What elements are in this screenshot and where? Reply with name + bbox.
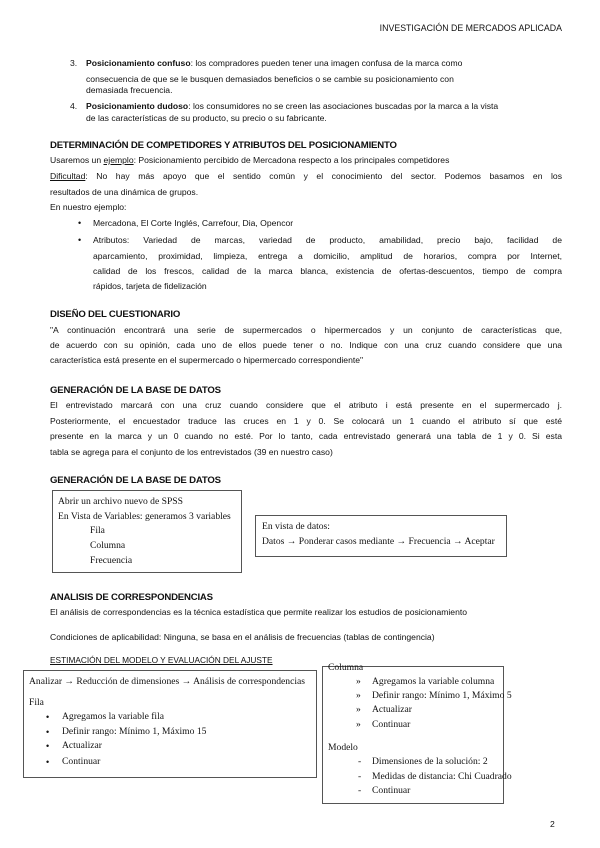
text: Usaremos un <box>50 155 104 165</box>
section-heading: DISEÑO DEL CUESTIONARIO <box>50 309 181 320</box>
text-line <box>50 154 449 166</box>
list-number: 4. <box>70 101 78 111</box>
box-line: Continuar <box>62 756 101 767</box>
box-line: Agregamos la variable fila <box>62 711 165 722</box>
box-line: Agregamos la variable columna <box>372 676 495 687</box>
text-line: de las características de su producto, su precio o su fabricante. <box>86 113 327 123</box>
text-line: resultados de una dinámica de grupos. <box>50 187 199 197</box>
chevron-icon: » <box>356 676 361 687</box>
section-heading: GENERACIÓN DE LA BASE DE DATOS <box>50 475 221 486</box>
box-line: En Vista de Variables: generamos 3 variables <box>58 511 231 522</box>
section-heading: GENERACIÓN DE LA BASE DE DATOS <box>50 385 221 396</box>
box-line: Dimensiones de la solución: 2 <box>372 756 488 767</box>
box-line: Abrir un archivo nuevo de SPSS <box>58 496 183 507</box>
bullet-text: calidad de los frescos, calidad de la marca blanca, existencia de ofertas-descuentos, tiempo de compra <box>93 266 562 276</box>
box-line: Fila <box>90 525 105 536</box>
box-line: Continuar <box>372 719 411 730</box>
bullet-text: Atributos: Variedad de marcas, variedad de producto, amabilidad, precio bajo, facilidad de <box>93 235 562 245</box>
list-number: 3. <box>70 58 78 68</box>
chevron-icon: » <box>356 719 361 730</box>
box-line: Columna <box>90 540 126 551</box>
text-line: demasiada frecuencia. <box>86 85 173 95</box>
box-line: Actualizar <box>372 704 412 715</box>
box-label: Columna <box>328 662 364 673</box>
text-line <box>50 170 562 182</box>
box-line: Datos → Ponderar casos mediante → Frecuencia → Aceptar <box>262 536 495 547</box>
underlined-term: Dificultad <box>50 171 86 181</box>
text: : Posicionamiento percibido de Mercadona respecto a los principales competidores <box>133 155 450 165</box>
dash-icon: - <box>358 785 362 796</box>
section-heading: DETERMINACIÓN DE COMPETIDORES Y ATRIBUTOS DEL POSICIONAMIENTO <box>50 140 397 151</box>
chevron-icon: » <box>356 690 361 701</box>
text-line: de acuerdo con su opinión, cada uno de ellos puede tener o no. Indique con una cruz cuando considere que una <box>50 340 562 350</box>
text-line: En nuestro ejemplo: <box>50 202 127 212</box>
section-heading: ANALISIS DE CORRESPONDENCIAS <box>50 592 213 603</box>
underlined-term: ejemplo <box>103 155 134 165</box>
box-label: Fila <box>29 697 44 708</box>
text-line: presente en la marca y un 0 cuando no esté. Por lo tanto, cada entrevistado generará una tabla de 1 y 0. Si esta <box>50 431 562 441</box>
box-line: Medidas de distancia: Chi Cuadrado <box>372 771 512 782</box>
text: : No hay más apoyo que el sentido común y el conocimiento del sector. Podemos basamos en los <box>85 171 562 181</box>
text-line: tabla se agrega para el conjunto de los entrevistados (39 en nuestro caso) <box>50 447 333 457</box>
dash-icon: - <box>358 771 362 782</box>
bullet-text: Mercadona, El Corte Inglés, Carrefour, Dia, Opencor <box>93 218 294 228</box>
bullet-icon: • <box>46 712 50 722</box>
box-label: Modelo <box>328 742 358 753</box>
bullet-icon: • <box>46 757 50 767</box>
box-line: Actualizar <box>62 740 102 751</box>
term: Posicionamiento dudoso <box>86 101 189 111</box>
list-item-confuso <box>86 57 462 69</box>
term: Posicionamiento confuso <box>86 58 191 68</box>
bullet-text: rápidos, tarjeta de fidelización <box>93 281 207 291</box>
box-line: Frecuencia <box>90 555 133 566</box>
bullet-text: aparcamiento, proximidad, limpieza, entrega a domicilio, amplitud de horarios, compra por Internet, <box>93 251 562 261</box>
box-line: Definir rango: Mínimo 1, Máximo 15 <box>62 726 207 737</box>
running-header: INVESTIGACIÓN DE MERCADOS APLICADA <box>379 23 562 33</box>
text-line: Posteriormente, el encuestador traduce las cruces en 1 y 0. Se colocará un 1 cuando el atributo sí que esté <box>50 416 562 426</box>
bullet-icon: • <box>46 727 50 737</box>
dash-icon: - <box>358 756 362 767</box>
subheading: ESTIMACIÓN DEL MODELO Y EVALUACIÓN DEL AJUSTE <box>50 655 273 665</box>
text-line: El análisis de correspondencias es la técnica estadística que permite realizar los estudios de posicionamiento <box>50 607 468 617</box>
bullet-icon: • <box>78 235 82 245</box>
box-line: Continuar <box>372 785 411 796</box>
text: : los compradores pueden tener una imagen confusa de la marca como <box>190 58 463 68</box>
text-line: Condiciones de aplicabilidad: Ninguna, se basa en el análisis de frecuencias (tablas de contingencia) <box>50 632 435 642</box>
page-number: 2 <box>550 819 555 829</box>
box-line: Definir rango: Mínimo 1, Máximo 5 <box>372 690 512 701</box>
text: : los consumidores no se creen las asociaciones buscadas por la marca a la vista <box>188 101 499 111</box>
text-line: consecuencia de que se le busquen demasiados beneficios o se cambie su posicionamiento con <box>86 74 454 84</box>
bullet-icon: • <box>78 218 82 228</box>
chevron-icon: » <box>356 704 361 715</box>
text-line: "A continuación encontrará una serie de supermercados o hipermercados y un conjunto de características que, <box>50 325 562 335</box>
text-line: característica está presente en el supermercado o hipermercado correspondiente" <box>50 355 364 365</box>
menu-path: Analizar → Reducción de dimensiones → Análisis de correspondencias <box>29 676 306 687</box>
bullet-icon: • <box>46 741 50 751</box>
text-line: El entrevistado marcará con una cruz cuando considere que el atributo i está presente en el supermercado j. <box>50 400 562 410</box>
list-item-dudoso <box>86 100 498 112</box>
box-line: En vista de datos: <box>262 521 330 532</box>
